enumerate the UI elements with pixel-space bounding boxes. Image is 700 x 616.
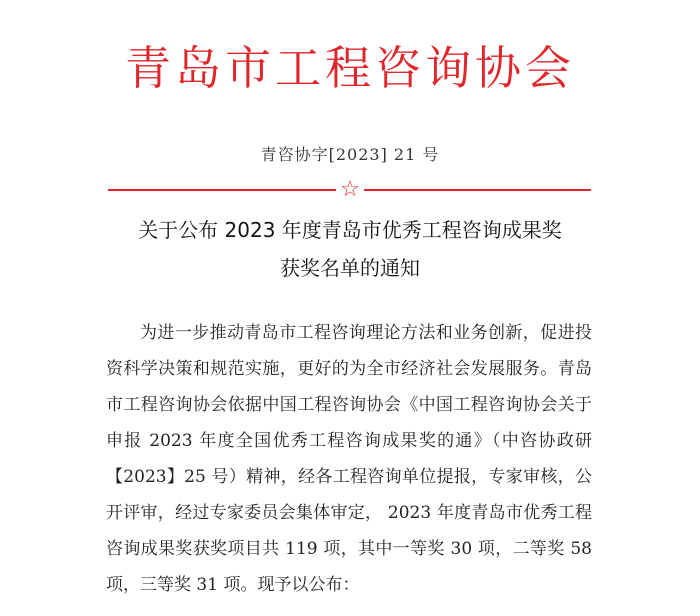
notice-title-line-1: 关于公布 2023 年度青岛市优秀工程咨询成果奖 xyxy=(138,218,562,242)
star-icon: ☆ xyxy=(340,177,360,202)
red-rule-right xyxy=(364,189,591,191)
org-letterhead: 青岛市工程咨询协会 xyxy=(125,41,575,95)
red-rule-left xyxy=(108,189,336,191)
body-paragraph: 为进一步推动青岛市工程咨询理论方法和业务创新，促进投资科学决策和规范实施，更好的为全市经济社会发展服务。青岛市工程咨询协会依据中国工程咨询协会《中国工程咨询协会关于申报 2023 年度全国优秀工程咨询成果奖的通》（中咨协政研【2023】25 号）精神，经各工程咨询单位提报，专家审核，公开评审，经过专家委员会集体审定， 2023 年度青岛市优秀工程咨询成果奖获奖项目共 119 项，其中一等奖 30 项，二等奖 58 项，三等奖 31 项。现予以公布： xyxy=(106,323,592,595)
notice-title-line-2: 获奖名单的通知 xyxy=(280,256,420,280)
notice-body xyxy=(106,315,592,603)
document-number: 青咨协字[2023] 21 号 xyxy=(260,145,440,164)
